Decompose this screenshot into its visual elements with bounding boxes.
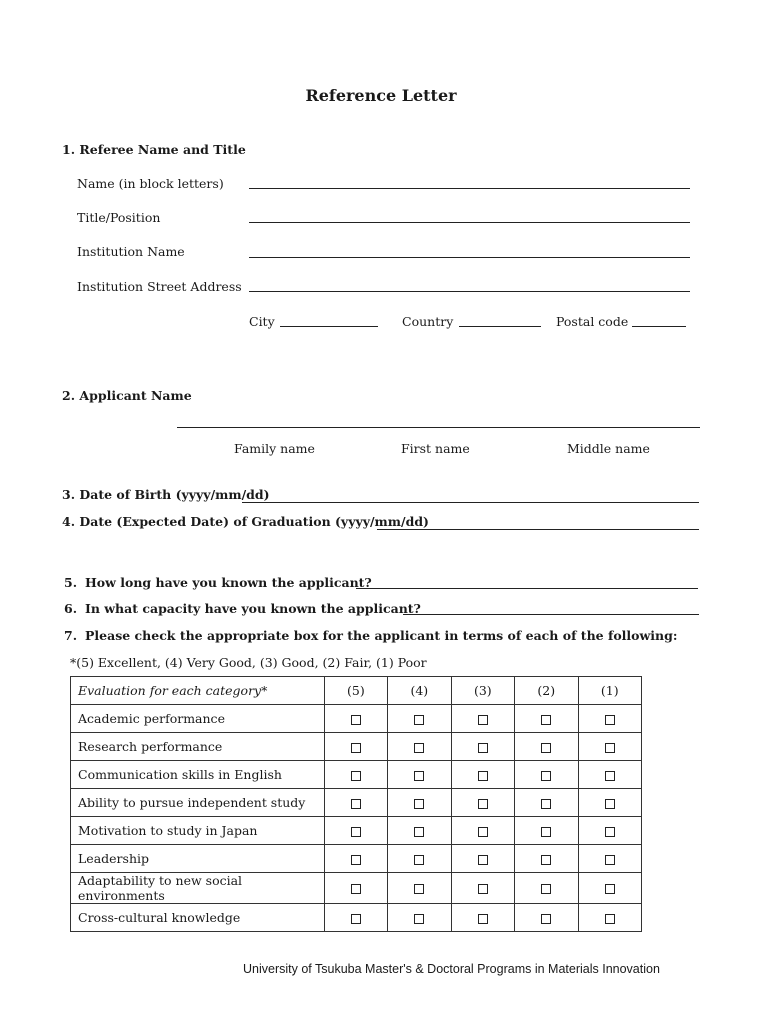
rating-checkbox[interactable] [605, 715, 615, 725]
section-4-heading: 4. Date (Expected Date) of Graduation (yyyy/mm/dd) [62, 514, 429, 529]
rating-checkbox[interactable] [605, 743, 615, 753]
section-2-heading: 2. Applicant Name [62, 388, 192, 403]
institution-address-field[interactable] [249, 291, 690, 292]
rating-checkbox[interactable] [414, 827, 424, 837]
rating-checkbox[interactable] [478, 914, 488, 924]
table-row [71, 845, 642, 873]
category-label: Adaptability to new social environments [71, 873, 325, 904]
city-field[interactable] [280, 326, 378, 327]
rating-checkbox[interactable] [541, 743, 551, 753]
rating-checkbox[interactable] [605, 914, 615, 924]
section-5-number: 5. [64, 575, 78, 590]
referee-name-field[interactable] [249, 188, 690, 189]
rating-checkbox[interactable] [478, 799, 488, 809]
first-name-caption: First name [401, 441, 470, 456]
applicant-name-field[interactable] [177, 427, 700, 428]
rating-checkbox[interactable] [351, 771, 361, 781]
page-footer: University of Tsukuba Master's & Doctoral Programs in Materials Innovation [243, 962, 660, 976]
category-label: Ability to pursue independent study [71, 789, 325, 817]
graduation-date-field[interactable] [377, 529, 699, 530]
rating-checkbox[interactable] [541, 771, 551, 781]
rating-checkbox[interactable] [414, 771, 424, 781]
rating-checkbox[interactable] [414, 884, 424, 894]
table-row [71, 873, 642, 904]
rating-checkbox[interactable] [541, 715, 551, 725]
table-row [71, 817, 642, 845]
table-row [71, 705, 642, 733]
rating-checkbox[interactable] [605, 855, 615, 865]
section-1-heading: 1. Referee Name and Title [62, 142, 246, 157]
score-header: (1) [578, 677, 642, 705]
referee-name-label: Name (in block letters) [77, 176, 224, 191]
rating-checkbox[interactable] [351, 827, 361, 837]
rating-checkbox[interactable] [478, 884, 488, 894]
country-field[interactable] [459, 326, 541, 327]
category-label: Motivation to study in Japan [71, 817, 325, 845]
score-header: (2) [515, 677, 578, 705]
category-label: Research performance [71, 733, 325, 761]
rating-checkbox[interactable] [414, 799, 424, 809]
referee-title-label: Title/Position [77, 210, 161, 225]
rating-checkbox[interactable] [351, 715, 361, 725]
known-capacity-field[interactable] [403, 614, 699, 615]
rating-checkbox[interactable] [351, 914, 361, 924]
rating-checkbox[interactable] [351, 884, 361, 894]
table-row [71, 789, 642, 817]
category-label: Communication skills in English [71, 761, 325, 789]
rating-checkbox[interactable] [541, 855, 551, 865]
known-duration-field[interactable] [356, 588, 698, 589]
category-label: Academic performance [71, 705, 325, 733]
section-7-number: 7. [64, 628, 78, 643]
table-row [71, 904, 642, 932]
category-label: Leadership [71, 845, 325, 873]
rating-checkbox[interactable] [605, 827, 615, 837]
section-6-question: In what capacity have you known the applicant? [85, 601, 421, 616]
family-name-caption: Family name [234, 441, 315, 456]
postal-code-label: Postal code [556, 314, 629, 329]
referee-title-field[interactable] [249, 222, 690, 223]
rating-checkbox[interactable] [478, 855, 488, 865]
table-header-row [71, 677, 642, 705]
section-7-instruction: Please check the appropriate box for the applicant in terms of each of the following: [85, 628, 678, 643]
rating-checkbox[interactable] [605, 771, 615, 781]
rating-checkbox[interactable] [351, 799, 361, 809]
country-label: Country [402, 314, 454, 329]
middle-name-caption: Middle name [567, 441, 650, 456]
rating-checkbox[interactable] [414, 743, 424, 753]
score-header: (3) [451, 677, 514, 705]
section-3-heading: 3. Date of Birth (yyyy/mm/dd) [62, 487, 270, 502]
rating-checkbox[interactable] [414, 914, 424, 924]
category-header: Evaluation for each category* [71, 677, 325, 705]
rating-checkbox[interactable] [541, 827, 551, 837]
rating-checkbox[interactable] [414, 855, 424, 865]
date-of-birth-field[interactable] [242, 502, 699, 503]
document-title: Reference Letter [305, 86, 457, 105]
evaluation-table [70, 676, 642, 932]
rating-checkbox[interactable] [351, 855, 361, 865]
table-row [71, 761, 642, 789]
institution-name-field[interactable] [249, 257, 690, 258]
rating-checkbox[interactable] [605, 884, 615, 894]
score-header: (4) [388, 677, 451, 705]
section-5-question: How long have you known the applicant? [85, 575, 372, 590]
rating-checkbox[interactable] [541, 799, 551, 809]
rating-checkbox[interactable] [478, 743, 488, 753]
institution-address-label: Institution Street Address [77, 279, 242, 294]
rating-checkbox[interactable] [478, 827, 488, 837]
rating-checkbox[interactable] [478, 715, 488, 725]
category-label: Cross-cultural knowledge [71, 904, 325, 932]
rating-checkbox[interactable] [541, 884, 551, 894]
rating-checkbox[interactable] [351, 743, 361, 753]
section-6-number: 6. [64, 601, 78, 616]
institution-name-label: Institution Name [77, 244, 185, 259]
rating-checkbox[interactable] [605, 799, 615, 809]
city-label: City [249, 314, 275, 329]
postal-code-field[interactable] [632, 326, 686, 327]
rating-checkbox[interactable] [541, 914, 551, 924]
rating-checkbox[interactable] [414, 715, 424, 725]
scale-note: *(5) Excellent, (4) Very Good, (3) Good, (2) Fair, (1) Poor [70, 655, 427, 670]
table-row [71, 733, 642, 761]
rating-checkbox[interactable] [478, 771, 488, 781]
score-header: (5) [324, 677, 387, 705]
